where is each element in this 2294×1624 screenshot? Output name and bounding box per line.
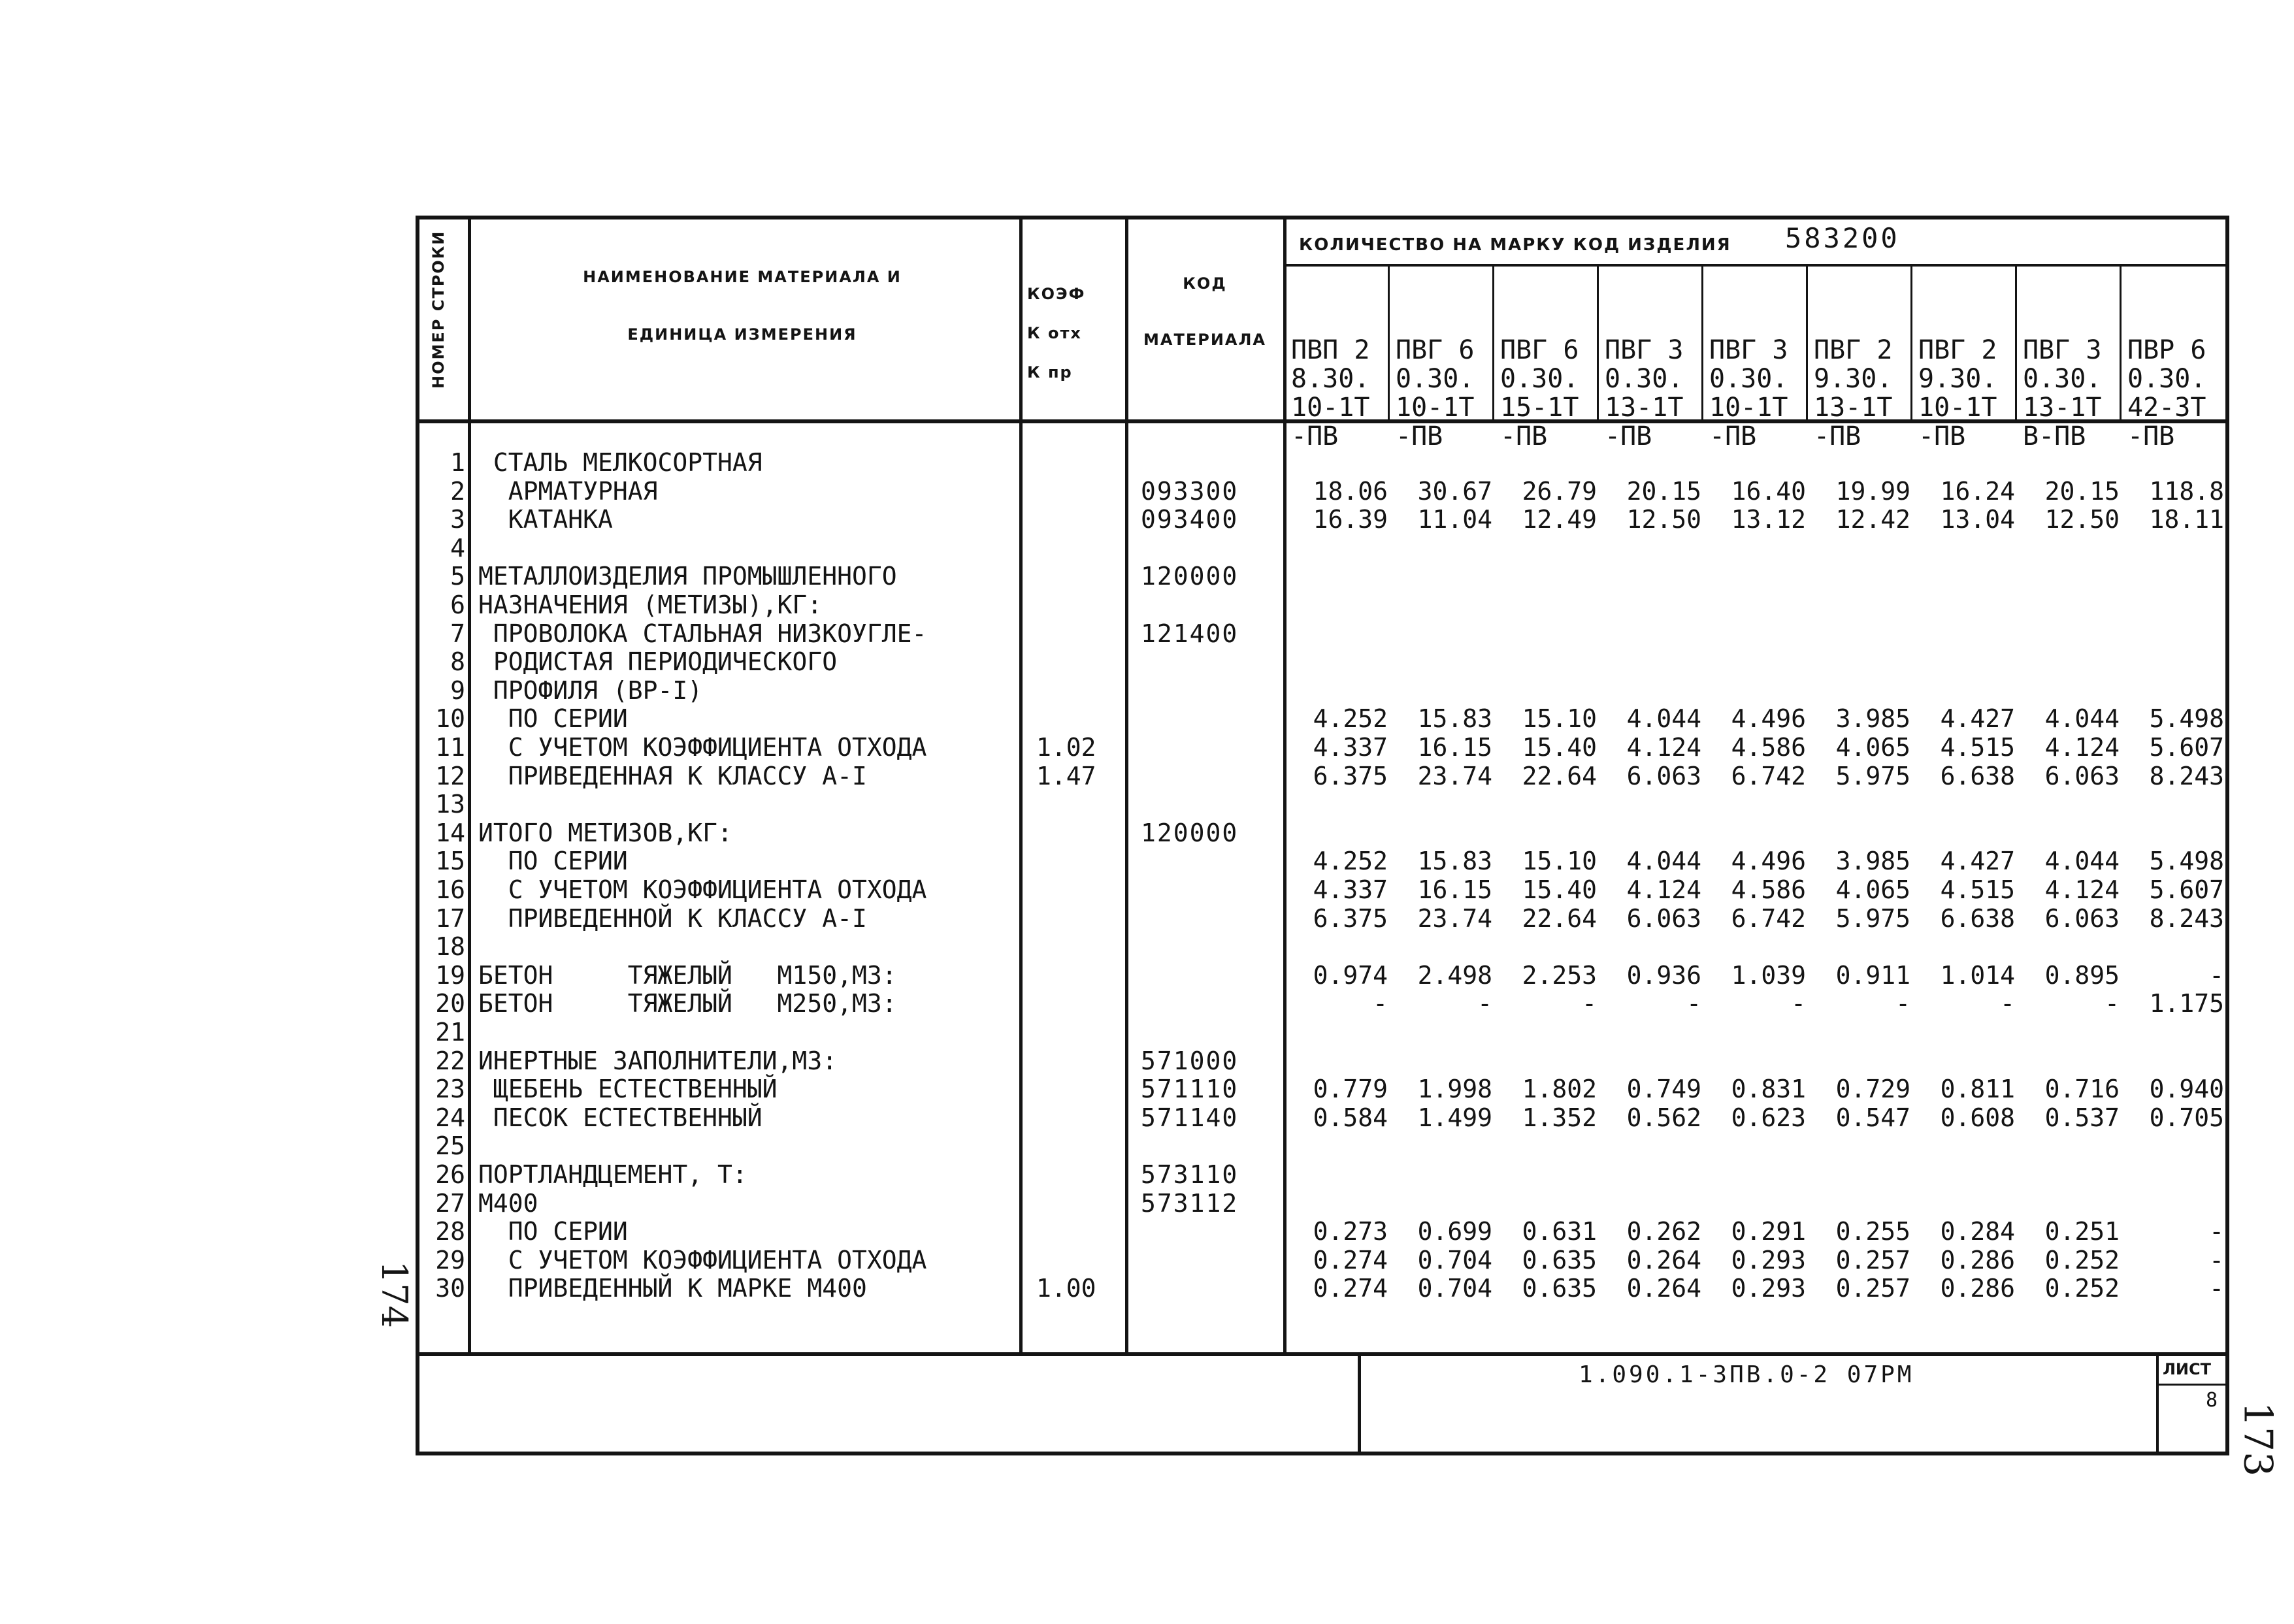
- row-number: 6: [450, 591, 465, 619]
- koef-header: КОЭФ К отх К пр: [1027, 285, 1086, 382]
- quantity-cell: 4.124: [1626, 875, 1701, 904]
- material-name: ИТОГО МЕТИЗОВ,КГ:: [478, 818, 732, 847]
- quantity-cell: -: [2209, 960, 2224, 990]
- quantity-cell: 0.831: [1731, 1075, 1806, 1104]
- quantity-cell: 6.063: [1626, 903, 1701, 933]
- quantity-cell: 4.124: [2044, 875, 2120, 904]
- quantity-cell: 1.998: [1417, 1075, 1492, 1104]
- row-number: 4: [450, 533, 465, 562]
- row-number: 17: [435, 903, 465, 933]
- row-number: 10: [435, 704, 465, 734]
- row-number: 9: [450, 675, 465, 705]
- quantity-cell: 6.742: [1731, 761, 1806, 790]
- material-name: ПРИВЕДЕННАЯ К КЛАССУ А-I: [478, 761, 867, 790]
- quantity-cell: -: [1791, 989, 1806, 1018]
- quantity-cell: 0.286: [1940, 1274, 2015, 1303]
- quantity-cell: 6.063: [2044, 761, 2120, 790]
- row-number: 20: [435, 989, 465, 1018]
- quantity-cell: 0.291: [1731, 1217, 1806, 1246]
- quantity-cell: 0.274: [1313, 1245, 1388, 1275]
- material-code: 571140: [1141, 1103, 1239, 1132]
- material-name: ПОРТЛАНДЦЕМЕНТ, Т:: [478, 1160, 747, 1189]
- quantity-cell: 0.274: [1313, 1274, 1388, 1303]
- quantity-cell: 0.704: [1417, 1245, 1492, 1275]
- quantity-cell: 0.635: [1522, 1245, 1597, 1275]
- material-code: 093400: [1141, 505, 1239, 534]
- material-name: ПО СЕРИИ: [478, 704, 628, 734]
- quantity-cell: 4.252: [1313, 847, 1388, 876]
- column-header-2: ПВГ 6 0.30. 10-1Т -ПВ: [1396, 335, 1475, 451]
- quantity-cell: 0.562: [1626, 1103, 1701, 1132]
- material-name: НАЗНАЧЕНИЯ (МЕТИЗЫ),КГ:: [478, 591, 823, 619]
- row-number: 16: [435, 875, 465, 904]
- material-name: ИНЕРТНЫЕ ЗАПОЛНИТЕЛИ,М3:: [478, 1046, 838, 1075]
- quantity-cell: 0.537: [2044, 1103, 2120, 1132]
- quantity-cell: 16.39: [1313, 505, 1388, 534]
- quantity-cell: 4.496: [1731, 847, 1806, 876]
- quantity-cell: -: [1895, 989, 1910, 1018]
- quantity-cell: 4.427: [1940, 847, 2015, 876]
- column-header-4: ПВГ 3 0.30. 13-1Т -ПВ: [1605, 335, 1684, 451]
- row-number: 5: [450, 562, 465, 591]
- quantity-cell: 1.499: [1417, 1103, 1492, 1132]
- quantity-cell: 15.40: [1522, 875, 1597, 904]
- quantity-cell: 0.811: [1940, 1075, 2015, 1104]
- quantity-cell: 5.607: [2149, 875, 2224, 904]
- quantity-cell: 16.15: [1417, 875, 1492, 904]
- quantity-cell: -: [2209, 1245, 2224, 1275]
- quantity-cell: 5.975: [1835, 761, 1910, 790]
- quantity-cell: -: [2209, 1217, 2224, 1246]
- material-name: ПЕСОК ЕСТЕСТВЕННЫЙ: [478, 1103, 762, 1132]
- row-number: 7: [450, 619, 465, 648]
- material-code: 573110: [1141, 1160, 1239, 1189]
- column-header-7: ПВГ 2 9.30. 10-1Т -ПВ: [1918, 335, 1997, 451]
- row-number: 28: [435, 1217, 465, 1246]
- quantity-cell: 13.04: [1940, 505, 2015, 534]
- row-number: 19: [435, 960, 465, 990]
- row-number: 24: [435, 1103, 465, 1132]
- material-code: 571110: [1141, 1075, 1239, 1104]
- quantity-cell: 0.608: [1940, 1103, 2015, 1132]
- quantity-cell: 1.352: [1522, 1103, 1597, 1132]
- quantity-cell: 23.74: [1417, 761, 1492, 790]
- material-code-header: КОД МАТЕРИАЛА: [1143, 274, 1266, 349]
- quantity-cell: 1.039: [1731, 960, 1806, 990]
- quantity-cell: 4.586: [1731, 875, 1806, 904]
- quantity-cell: 4.427: [1940, 704, 2015, 734]
- material-name: ПРИВЕДЕННЫЙ К МАРКЕ М400: [478, 1274, 867, 1303]
- quantity-cell: 3.985: [1835, 847, 1910, 876]
- quantity-cell: 6.063: [2044, 903, 2120, 933]
- sheet-number: 8: [2206, 1389, 2218, 1412]
- quantity-cell: 1.014: [1940, 960, 2015, 990]
- quantity-cell: 4.044: [2044, 704, 2120, 734]
- row-number: 30: [435, 1274, 465, 1303]
- quantity-cell: 0.293: [1731, 1274, 1806, 1303]
- quantity-cell: 0.749: [1626, 1075, 1701, 1104]
- quantity-cell: 12.50: [1626, 505, 1701, 534]
- quantity-cell: 26.79: [1522, 476, 1597, 506]
- quantity-cell: 6.375: [1313, 903, 1388, 933]
- material-name: МЕТАЛЛОИЗДЕЛИЯ ПРОМЫШЛЕННОГО: [478, 562, 897, 591]
- quantity-cell: -: [2105, 989, 2120, 1018]
- quantity-cell: 0.584: [1313, 1103, 1388, 1132]
- quantity-cell: 0.286: [1940, 1245, 2015, 1275]
- quantity-cell: 22.64: [1522, 761, 1597, 790]
- material-name: ПРОФИЛЯ (ВР-I): [478, 675, 703, 705]
- material-name: ПО СЕРИИ: [478, 1217, 628, 1246]
- quantity-cell: 2.498: [1417, 960, 1492, 990]
- quantity-cell: 4.044: [1626, 704, 1701, 734]
- quantity-cell: 0.252: [2044, 1274, 2120, 1303]
- quantity-cell: 0.284: [1940, 1217, 2015, 1246]
- quantity-cell: 4.515: [1940, 875, 2015, 904]
- quantity-cell: 4.065: [1835, 875, 1910, 904]
- quantity-title: КОЛИЧЕСТВО НА МАРКУ КОД ИЗДЕЛИЯ: [1299, 235, 1731, 255]
- quantity-cell: 19.99: [1835, 476, 1910, 506]
- quantity-cell: 118.8: [2149, 476, 2224, 506]
- quantity-cell: 12.42: [1835, 505, 1910, 534]
- row-number: 14: [435, 818, 465, 847]
- material-name: С УЧЕТОМ КОЭФФИЦИЕНТА ОТХОДА: [478, 1245, 927, 1275]
- quantity-cell: 0.293: [1731, 1245, 1806, 1275]
- quantity-cell: 0.257: [1835, 1245, 1910, 1275]
- column-header-8: ПВГ 3 0.30. 13-1Т В-ПВ: [2023, 335, 2102, 451]
- row-number: 18: [435, 932, 465, 962]
- quantity-cell: 13.12: [1731, 505, 1806, 534]
- material-name: С УЧЕТОМ КОЭФФИЦИЕНТА ОТХОДА: [478, 733, 927, 762]
- column-header-5: ПВГ 3 0.30. 10-1Т -ПВ: [1709, 335, 1788, 451]
- row-number: 22: [435, 1046, 465, 1075]
- row-number: 27: [435, 1188, 465, 1218]
- quantity-cell: 4.252: [1313, 704, 1388, 734]
- quantity-cell: 4.044: [2044, 847, 2120, 876]
- quantity-cell: 4.337: [1313, 875, 1388, 904]
- row-number: 2: [450, 476, 465, 506]
- quantity-cell: 0.974: [1313, 960, 1388, 990]
- quantity-cell: 0.940: [2149, 1075, 2224, 1104]
- quantity-cell: 0.631: [1522, 1217, 1597, 1246]
- left-page-number: 174: [374, 1260, 416, 1329]
- quantity-cell: 0.273: [1313, 1217, 1388, 1246]
- quantity-cell: 2.253: [1522, 960, 1597, 990]
- quantity-cell: 6.375: [1313, 761, 1388, 790]
- row-number: 11: [435, 733, 465, 762]
- material-name: С УЧЕТОМ КОЭФФИЦИЕНТА ОТХОДА: [478, 875, 927, 904]
- quantity-cell: 18.06: [1313, 476, 1388, 506]
- quantity-cell: 4.515: [1940, 733, 2015, 762]
- material-name-header: НАИМЕНОВАНИЕ МАТЕРИАЛА И ЕДИНИЦА ИЗМЕРЕНИЯ: [583, 268, 902, 344]
- row-number: 1: [450, 448, 465, 477]
- quantity-cell: 0.262: [1626, 1217, 1701, 1246]
- material-code: 120000: [1141, 818, 1239, 847]
- quantity-cell: 0.716: [2044, 1075, 2120, 1104]
- quantity-cell: 0.255: [1835, 1217, 1910, 1246]
- material-name: ЩЕБЕНЬ ЕСТЕСТВЕННЫЙ: [478, 1075, 778, 1104]
- quantity-cell: 30.67: [1417, 476, 1492, 506]
- quantity-cell: 8.243: [2149, 761, 2224, 790]
- quantity-cell: 0.705: [2149, 1103, 2224, 1132]
- material-name: ПРИВЕДЕННОЙ К КЛАССУ А-I: [478, 903, 867, 933]
- material-name: ПО СЕРИИ: [478, 847, 628, 876]
- column-header-9: ПВР 6 0.30. 42-3Т -ПВ: [2127, 335, 2206, 451]
- row-number-header: НОМЕР СТРОКИ: [429, 230, 448, 389]
- material-code: 571000: [1141, 1046, 1239, 1075]
- quantity-cell: 15.10: [1522, 704, 1597, 734]
- quantity-cell: 12.49: [1522, 505, 1597, 534]
- quantity-cell: -: [1582, 989, 1597, 1018]
- material-name: КАТАНКА: [478, 505, 613, 534]
- row-number: 15: [435, 847, 465, 876]
- quantity-cell: -: [2209, 1274, 2224, 1303]
- quantity-cell: 6.742: [1731, 903, 1806, 933]
- quantity-cell: 0.635: [1522, 1274, 1597, 1303]
- material-name: РОДИСТАЯ ПЕРИОДИЧЕСКОГО: [478, 647, 838, 677]
- quantity-cell: 20.15: [1626, 476, 1701, 506]
- quantity-cell: 0.704: [1417, 1274, 1492, 1303]
- material-name: БЕТОН ТЯЖЕЛЫЙ М250,М3:: [478, 989, 897, 1018]
- quantity-cell: 0.623: [1731, 1103, 1806, 1132]
- quantity-cell: 4.337: [1313, 733, 1388, 762]
- quantity-cell: 15.40: [1522, 733, 1597, 762]
- quantity-cell: 0.729: [1835, 1075, 1910, 1104]
- quantity-cell: 18.11: [2149, 505, 2224, 534]
- quantity-cell: 4.065: [1835, 733, 1910, 762]
- material-name: ПРОВОЛОКА СТАЛЬНАЯ НИЗКОУГЛЕ-: [478, 619, 927, 648]
- material-name: М400: [478, 1188, 538, 1218]
- quantity-cell: 4.124: [2044, 733, 2120, 762]
- material-name: АРМАТУРНАЯ: [478, 476, 658, 506]
- quantity-cell: 0.699: [1417, 1217, 1492, 1246]
- material-code: 121400: [1141, 619, 1239, 648]
- material-code: 120000: [1141, 562, 1239, 591]
- quantity-cell: 0.264: [1626, 1274, 1701, 1303]
- quantity-cell: 5.498: [2149, 704, 2224, 734]
- quantity-cell: 5.498: [2149, 847, 2224, 876]
- quantity-cell: 4.044: [1626, 847, 1701, 876]
- row-number: 21: [435, 1018, 465, 1047]
- quantity-cell: 11.04: [1417, 505, 1492, 534]
- row-number: 26: [435, 1160, 465, 1189]
- row-number: 13: [435, 790, 465, 819]
- quantity-cell: 6.638: [1940, 903, 2015, 933]
- quantity-cell: 0.547: [1835, 1103, 1910, 1132]
- quantity-cell: 4.496: [1731, 704, 1806, 734]
- quantity-cell: 0.251: [2044, 1217, 2120, 1246]
- material-code: 093300: [1141, 476, 1239, 506]
- sheet-label: ЛИСТ: [2163, 1360, 2212, 1378]
- material-code: 573112: [1141, 1188, 1239, 1218]
- row-number: 8: [450, 647, 465, 677]
- quantity-cell: 0.895: [2044, 960, 2120, 990]
- quantity-cell: 6.638: [1940, 761, 2015, 790]
- quantity-cell: 4.124: [1626, 733, 1701, 762]
- quantity-cell: 0.936: [1626, 960, 1701, 990]
- quantity-cell: 5.975: [1835, 903, 1910, 933]
- koef-value: 1.02: [1036, 733, 1096, 762]
- quantity-cell: 1.802: [1522, 1075, 1597, 1104]
- quantity-cell: -: [2000, 989, 2015, 1018]
- quantity-cell: 0.779: [1313, 1075, 1388, 1104]
- quantity-cell: 8.243: [2149, 903, 2224, 933]
- row-number: 25: [435, 1131, 465, 1161]
- row-number: 12: [435, 761, 465, 790]
- quantity-cell: 15.83: [1417, 704, 1492, 734]
- quantity-cell: 12.50: [2044, 505, 2120, 534]
- right-page-number: 173: [2235, 1401, 2281, 1477]
- koef-value: 1.00: [1036, 1274, 1096, 1303]
- quantity-cell: 15.83: [1417, 847, 1492, 876]
- document-frame: [416, 216, 2229, 1455]
- row-number: 29: [435, 1245, 465, 1275]
- row-number: 23: [435, 1075, 465, 1104]
- quantity-cell: 0.257: [1835, 1274, 1910, 1303]
- quantity-cell: 0.911: [1835, 960, 1910, 990]
- row-number: 3: [450, 505, 465, 534]
- quantity-cell: 23.74: [1417, 903, 1492, 933]
- quantity-cell: 16.40: [1731, 476, 1806, 506]
- quantity-cell: 6.063: [1626, 761, 1701, 790]
- product-code: 583200: [1785, 222, 1900, 254]
- quantity-cell: 4.586: [1731, 733, 1806, 762]
- quantity-cell: 15.10: [1522, 847, 1597, 876]
- quantity-cell: 5.607: [2149, 733, 2224, 762]
- quantity-cell: -: [1373, 989, 1388, 1018]
- quantity-cell: 1.175: [2149, 989, 2224, 1018]
- koef-value: 1.47: [1036, 761, 1096, 790]
- quantity-cell: -: [1686, 989, 1701, 1018]
- column-header-6: ПВГ 2 9.30. 13-1Т -ПВ: [1814, 335, 1893, 451]
- document-code: 1.090.1-3ПВ.0-2 07РМ: [1579, 1361, 1914, 1388]
- column-header-1: ПВП 2 8.30. 10-1Т -ПВ: [1291, 335, 1370, 451]
- quantity-cell: 3.985: [1835, 704, 1910, 734]
- quantity-cell: 22.64: [1522, 903, 1597, 933]
- column-header-3: ПВГ 6 0.30. 15-1Т -ПВ: [1500, 335, 1579, 451]
- material-name: СТАЛЬ МЕЛКОСОРТНАЯ: [478, 448, 762, 477]
- quantity-cell: 16.15: [1417, 733, 1492, 762]
- quantity-cell: 20.15: [2044, 476, 2120, 506]
- quantity-cell: 16.24: [1940, 476, 2015, 506]
- quantity-cell: 0.252: [2044, 1245, 2120, 1275]
- quantity-cell: 0.264: [1626, 1245, 1701, 1275]
- material-name: БЕТОН ТЯЖЕЛЫЙ М150,М3:: [478, 960, 897, 990]
- quantity-cell: -: [1477, 989, 1492, 1018]
